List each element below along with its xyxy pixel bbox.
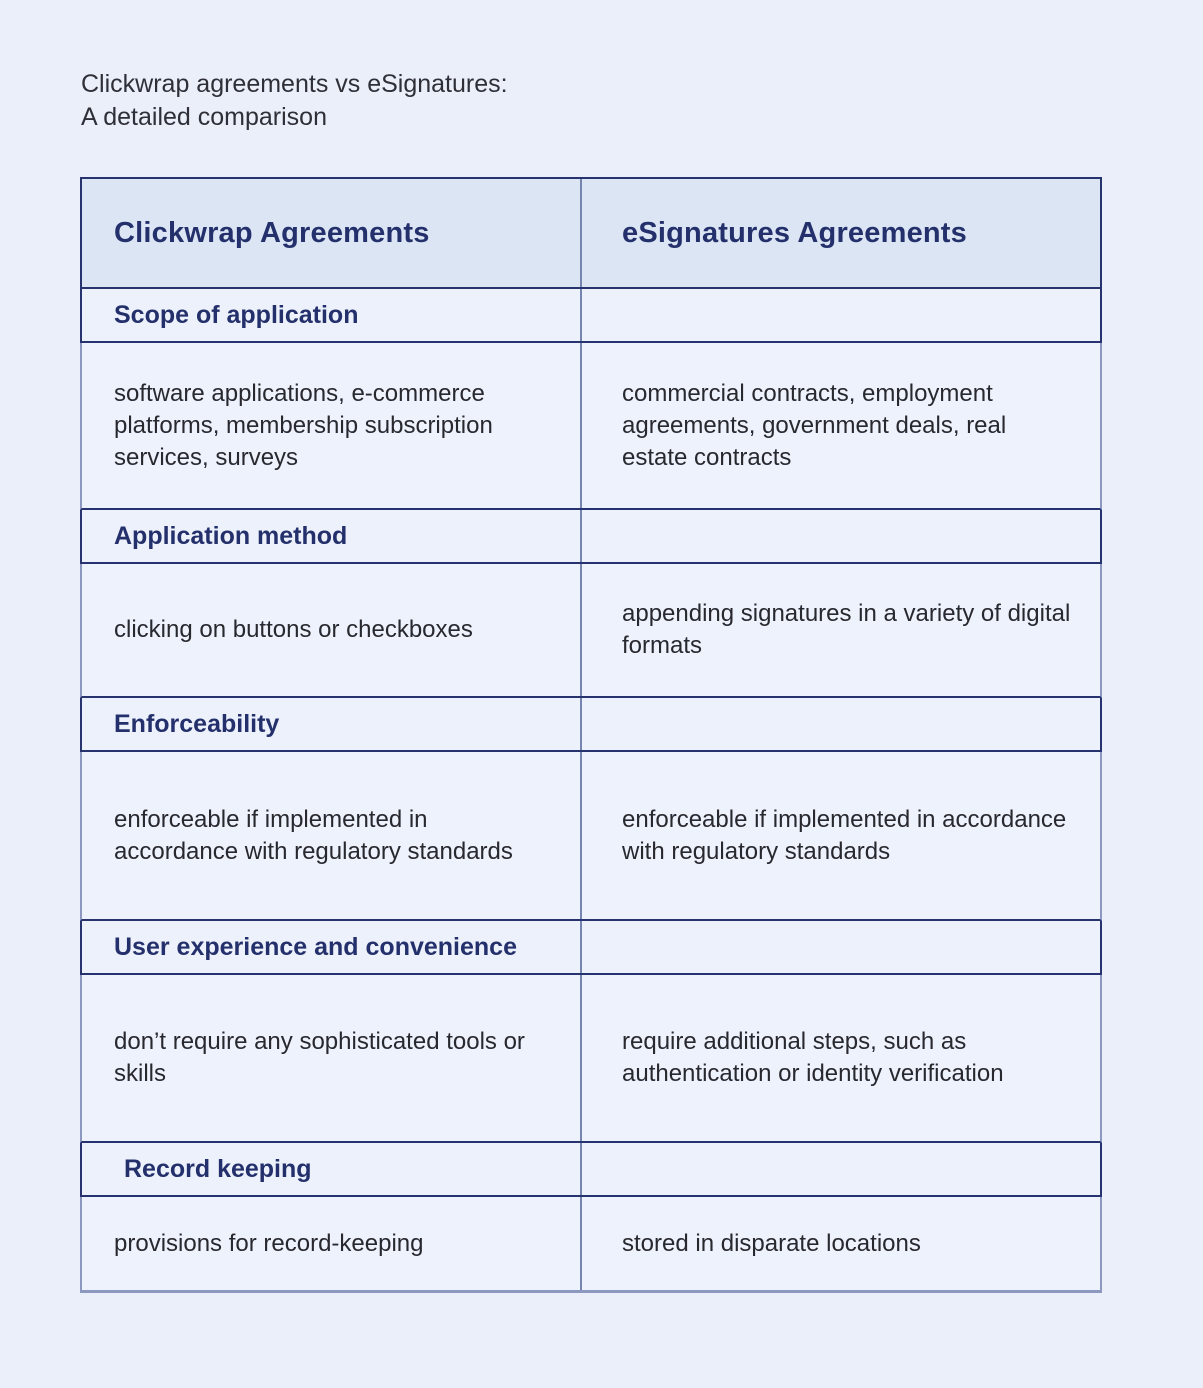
section-row-scope-of-application [80,289,1102,343]
section-label-cell [82,698,582,750]
cell-text: provisions for record-keeping [114,1229,424,1257]
column-header-clickwrap: Clickwrap Agreements [114,216,430,249]
content-row-user-experience [80,975,1102,1143]
section-row-user-experience [80,921,1102,975]
cell-text: appending signatures in a variety of digital formats [622,600,1071,659]
cell-esignatures [582,564,1100,696]
content-row-enforceability [80,752,1102,921]
cell-clickwrap [82,1197,582,1290]
table-header-row [80,179,1102,289]
cell-esignatures [582,343,1100,508]
section-label: Enforceability [114,709,280,738]
page-title-line-1: Clickwrap agreements vs eSignatures: [81,70,508,98]
content-row-scope-of-application [80,343,1102,510]
section-label: Application method [114,521,348,550]
header-cell-clickwrap [82,179,582,287]
section-label: User experience and convenience [114,932,517,961]
content-row-application-method [80,564,1102,698]
section-label-cell [82,510,582,562]
section-empty-cell [582,510,1100,562]
page-title [81,68,508,134]
cell-esignatures [582,975,1100,1141]
cell-text: clicking on buttons or checkboxes [114,616,473,643]
section-row-record-keeping [80,1143,1102,1197]
cell-clickwrap [82,564,582,696]
column-header-esignatures: eSignatures Agreements [622,216,967,249]
cell-esignatures [582,1197,1100,1290]
cell-text: require additional steps, such as authentication or identity verification [622,1028,1004,1087]
section-label-cell [82,921,582,973]
section-empty-cell [582,1143,1100,1195]
cell-text: enforceable if implemented in accordance with regulatory standards [622,805,1067,865]
cell-esignatures [582,752,1100,919]
cell-text: don’t require any sophisticated tools or skills [114,1028,525,1087]
section-empty-cell [582,921,1100,973]
cell-text: stored in disparate locations [622,1229,921,1257]
section-label: Record keeping [124,1154,312,1183]
section-label-cell [82,1143,582,1195]
section-label-cell [82,289,582,341]
section-label: Scope of application [114,300,359,329]
content-row-record-keeping [80,1197,1102,1293]
cell-text: enforceable if implemented in accordance with regulatory standards [114,805,513,865]
cell-text: software applications, e-commerce platforms, membership subscription services, surveys [114,379,493,471]
page-title-line-2: A detailed comparison [81,103,327,131]
header-cell-esignatures [582,179,1100,287]
section-row-enforceability [80,698,1102,752]
cell-clickwrap [82,343,582,508]
comparison-table [80,177,1102,1293]
section-row-application-method [80,510,1102,564]
cell-text: commercial contracts, employment agreements, government deals, real estate contracts [622,379,1007,471]
section-empty-cell [582,698,1100,750]
cell-clickwrap [82,752,582,919]
cell-clickwrap [82,975,582,1141]
section-empty-cell [582,289,1100,341]
